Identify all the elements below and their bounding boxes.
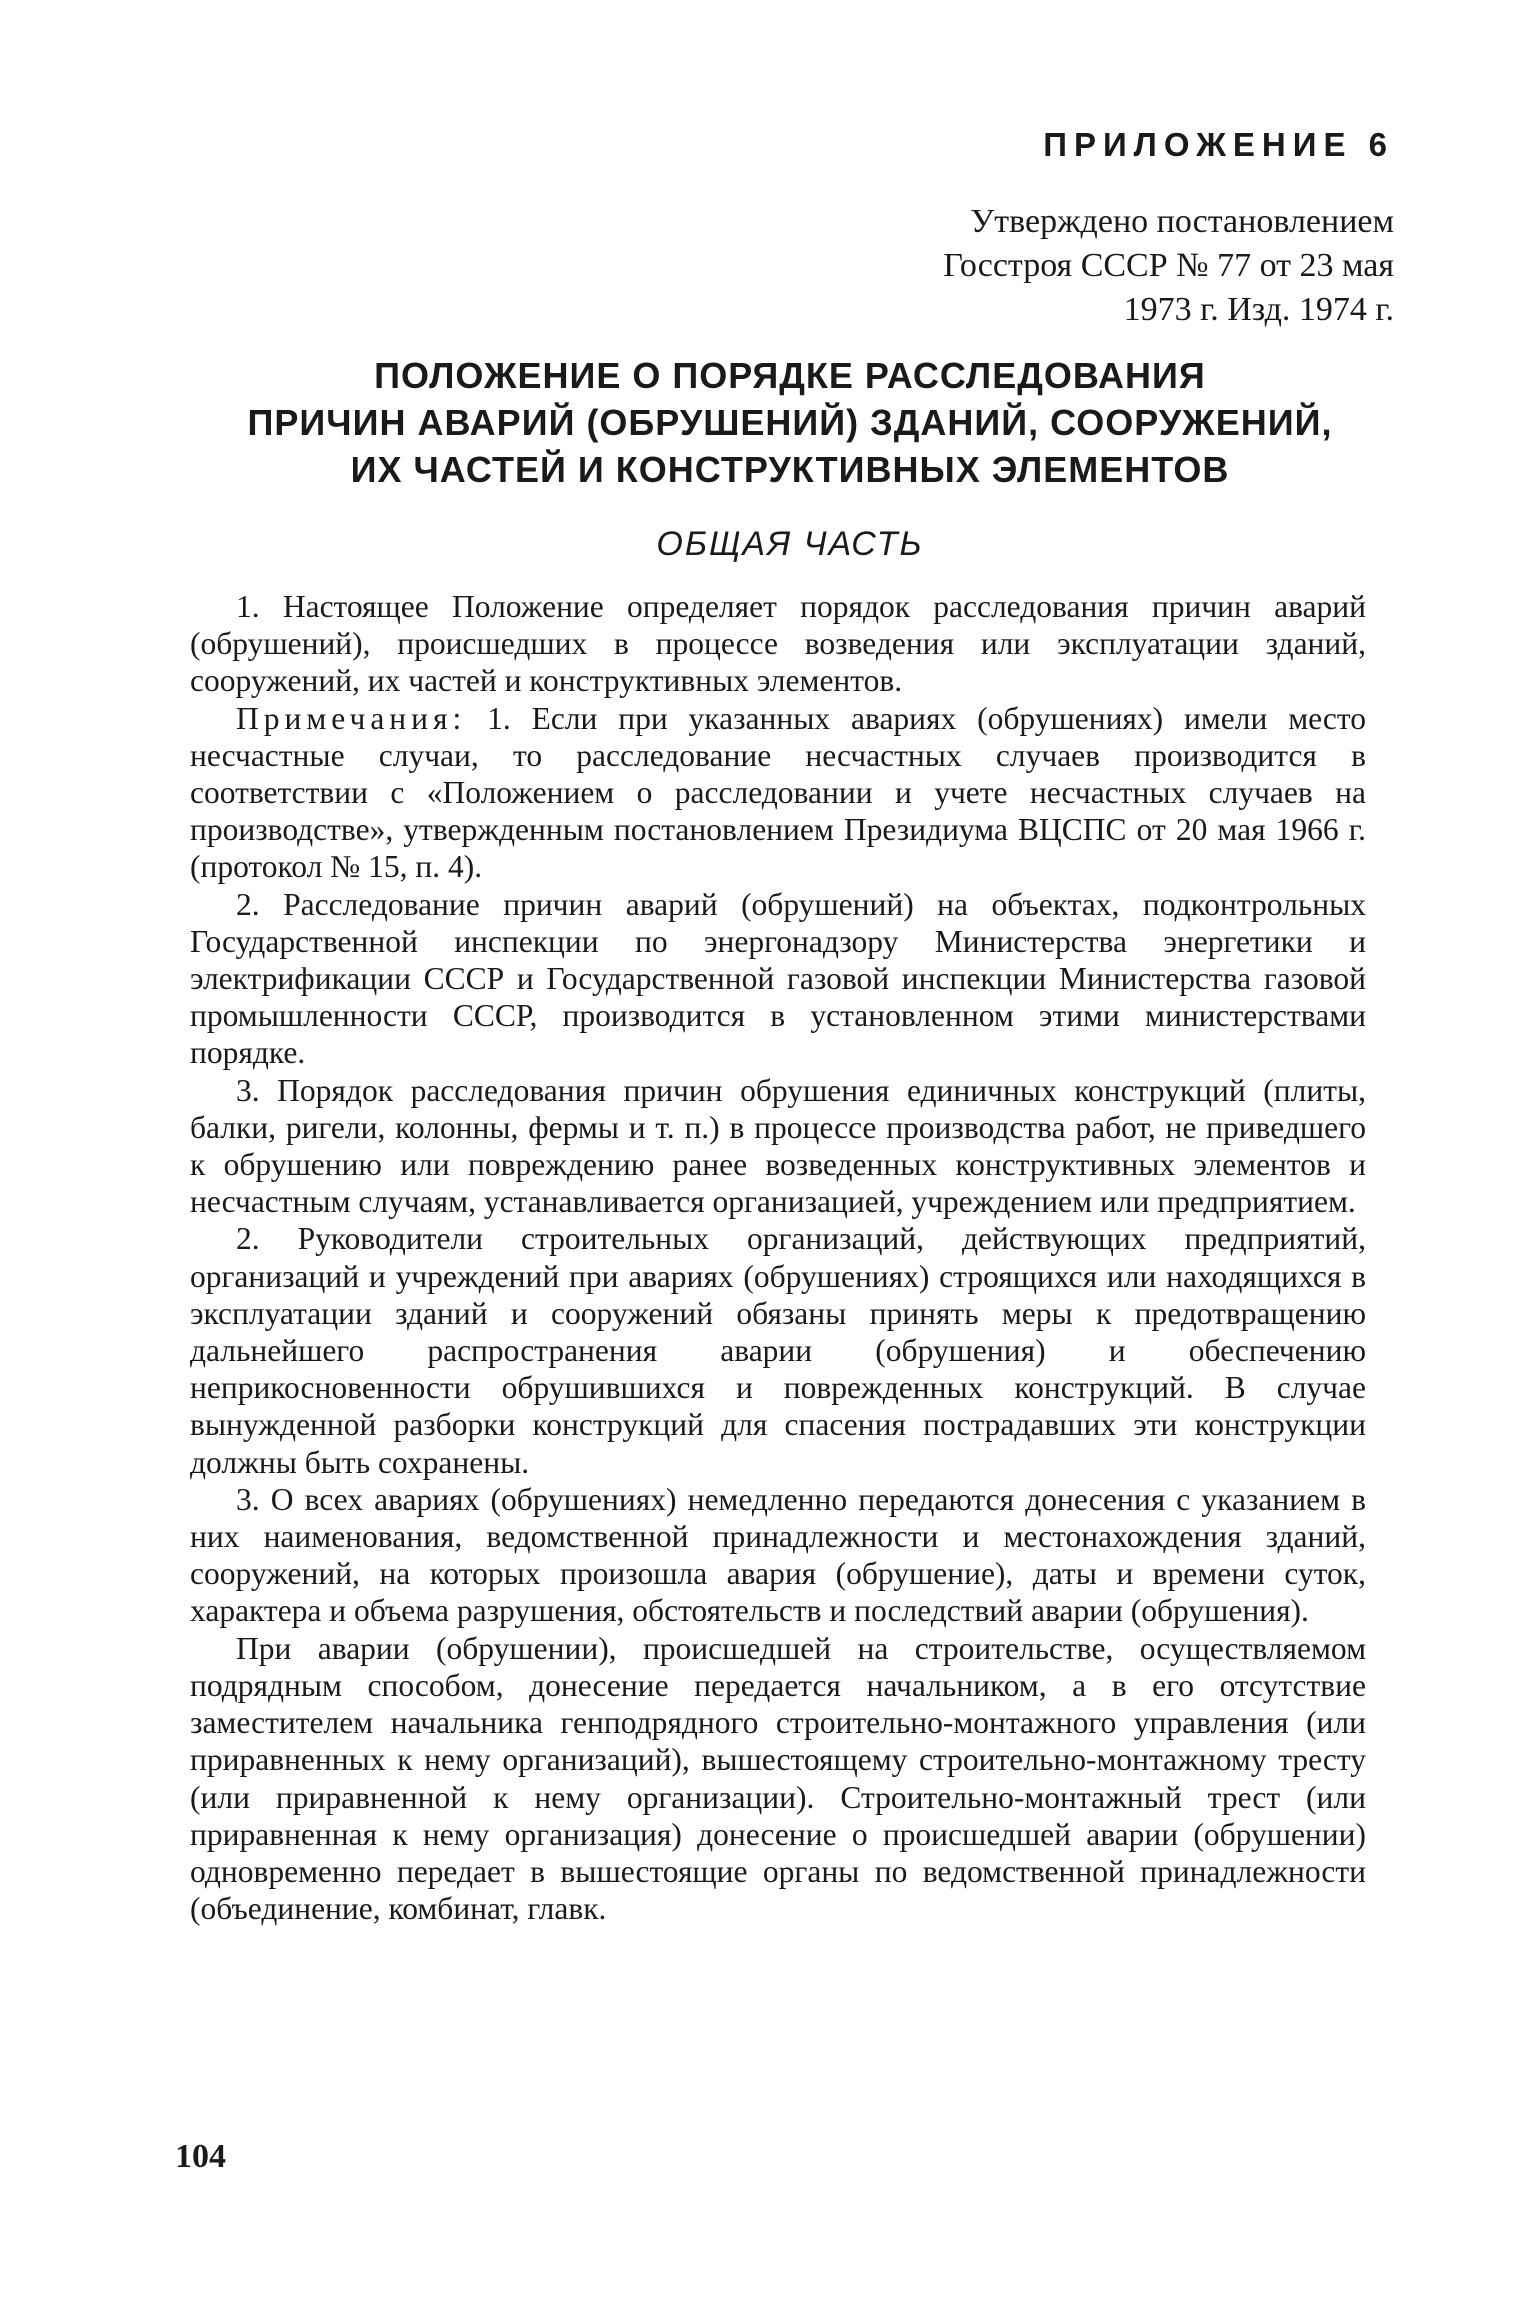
title-line: ИХ ЧАСТЕЙ И КОНСТРУКТИВНЫХ ЭЛЕМЕНТОВ: [350, 449, 1230, 490]
paragraph-3: 3. Порядок расследования причин обрушения единичных конструкций (плиты, балки, ригели, колонны, фермы и т. п.) в процессе производства работ, не приведшего к обрушению или повреждению ранее возведенных конструктивных элементов и несчастным случаям, устанавливается организацией, учреждением или предприятием.: [190, 1072, 1366, 1220]
paragraph-1: 1. Настоящее Положение определяет порядок расследования причин аварий (обрушений), происшедших в процессе возведения или эксплуатации зданий, сооружений, их частей и конструктивных элементов.: [190, 589, 1366, 699]
paragraph-6: При аварии (обрушении), происшедшей на строительстве, осуществляемом подрядным способом, донесение передается начальником, а в его отсутствие заместителем начальника генподрядного строительно-монтажного управления (или приравненных к нему организаций), вышестоящему строительно-монтажному тресту (или приравненной к нему организации). Строительно-монтажный трест (или приравненная к нему организация) донесение о происшедшей аварии (обрушении) одновременно передает в вышестоящие органы по ведомственной принадлежности (объединение, комбинат, главк.: [190, 1630, 1366, 1927]
title-line: ПОЛОЖЕНИЕ О ПОРЯДКЕ РАССЛЕДОВАНИЯ: [374, 355, 1206, 396]
paragraph-4: 2. Руководители строительных организаций, действующих предприятий, организаций и учреждений при авариях (обрушениях) строящихся или находящихся в эксплуатации зданий и сооружений обязаны принять меры к предотвращению дальнейшего распространения аварии (обрушения) и обеспечению неприкосновенности обрушившихся и поврежденных конструкций. В случае вынужденной разборки конструкций для спасения пострадавших эти конструкции должны быть сохранены.: [190, 1221, 1366, 1480]
section-title: ОБЩАЯ ЧАСТЬ: [656, 525, 924, 563]
paragraph-5: 3. О всех авариях (обрушениях) немедленно передаются донесения с указанием в них наименования, ведомственной принадлежности и местонахождения зданий, сооружений, на которых произошла авария (обрушение), даты и времени суток, характера и объема разрушения, обстоятельств и последствий аварии (обрушения).: [190, 1481, 1366, 1629]
approval-line: Утверждено постановлением: [970, 203, 1394, 240]
title-line: ПРИЧИН АВАРИЙ (ОБРУШЕНИЙ) ЗДАНИЙ, СООРУЖЕНИЙ,: [247, 402, 1333, 443]
body-text: [190, 588, 1366, 1927]
approval-line: Госстроя СССР № 77 от 23 мая: [943, 247, 1394, 284]
document-title: [190, 352, 1390, 493]
page-number: 104: [175, 2138, 226, 2175]
approval-line: 1973 г. Изд. 1974 г.: [1123, 291, 1394, 328]
paragraph-2: 2. Расследование причин аварий (обрушений) на объектах, подконтрольных Государственной инспекции по энергонадзору Министерства энергетики и электрификации СССР и Государственной газовой инспекции Министерства газовой промышленности СССР, производится в установленном этими министерствами порядке.: [190, 886, 1366, 1071]
notes-label: Примечания:: [236, 700, 467, 736]
approval-note: [943, 200, 1394, 332]
appendix-label: ПРИЛОЖЕНИЕ 6: [1043, 126, 1394, 163]
notes-text: 1. Если при указанных авариях (обрушениях) имели место несчастные случаи, то расследование несчастных случаев производится в соответствии с «Положением о расследовании и учете несчастных случаев на производстве», утвержденным постановлением Президиума ВЦСПС от 20 мая 1966 г. (протокол № 15, п. 4).: [190, 700, 1366, 885]
paragraph-notes: [190, 700, 1366, 886]
